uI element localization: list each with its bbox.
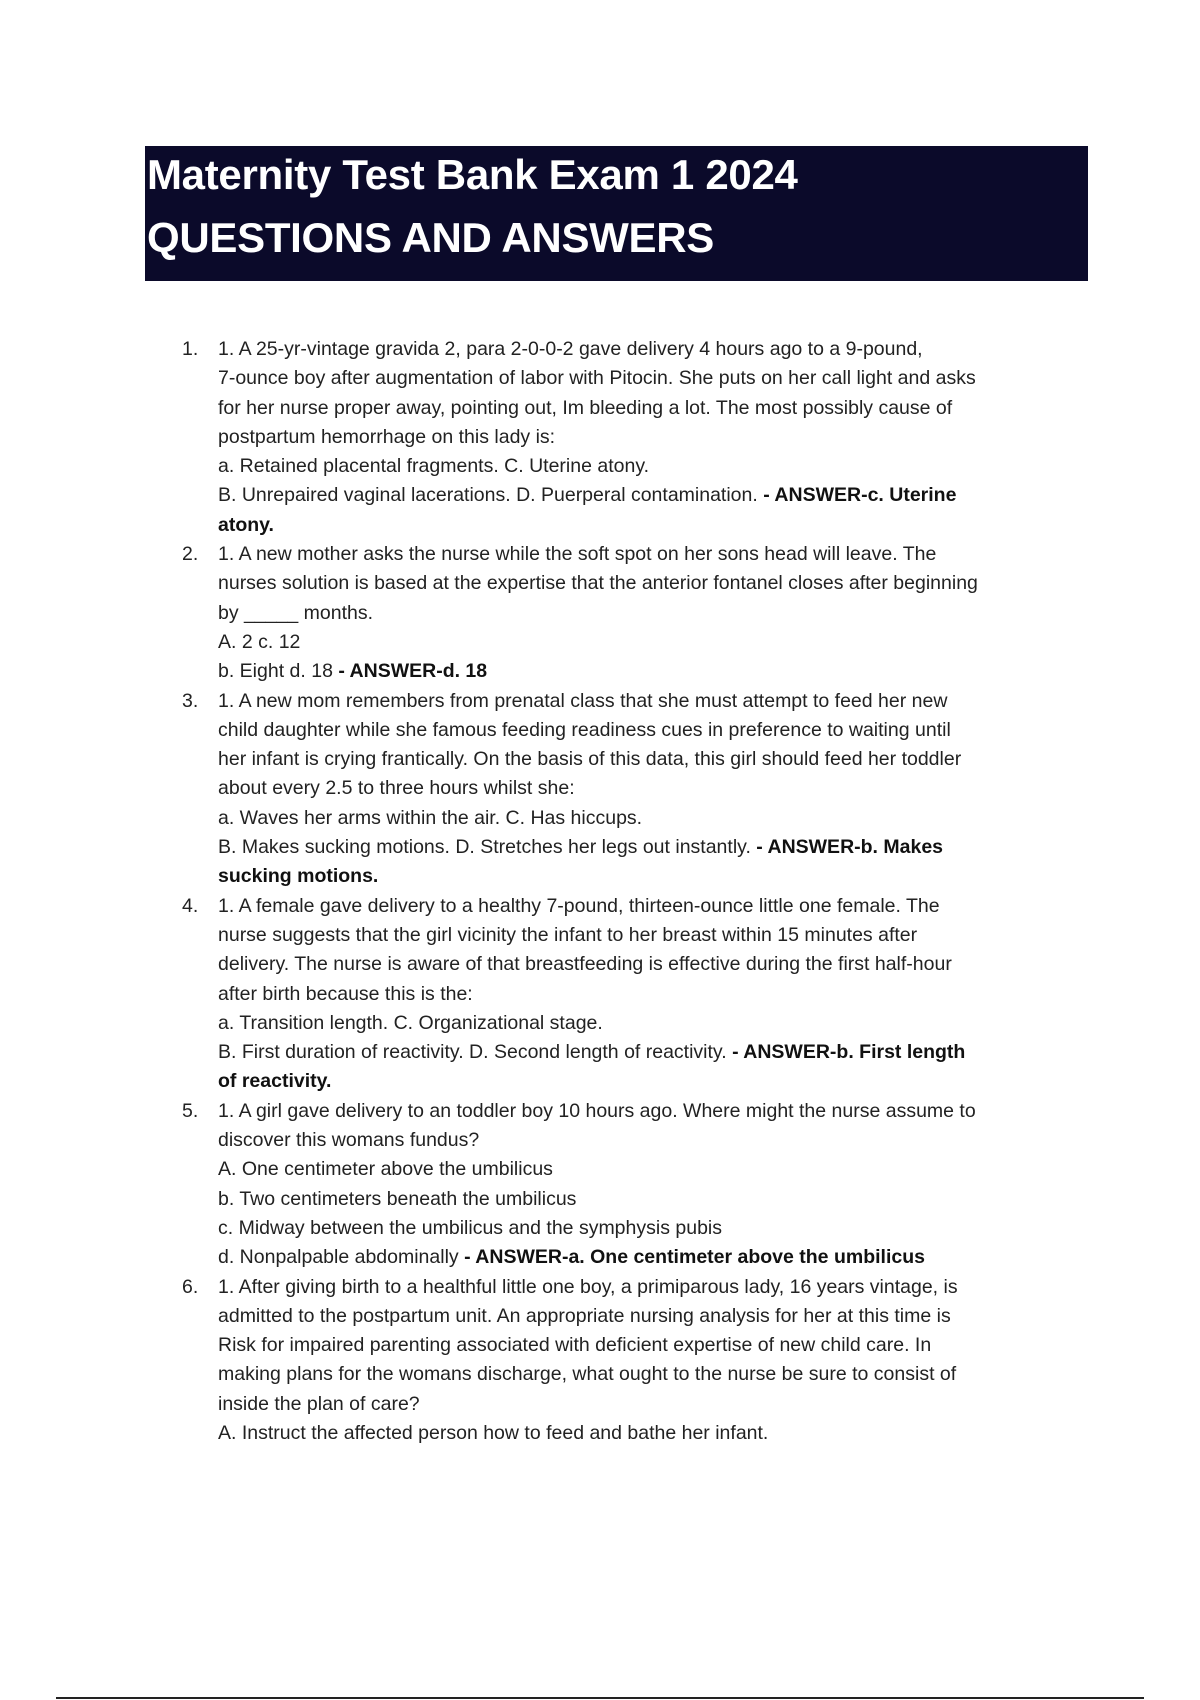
question-text: 1. A new mom remembers from prenatal class that she must attempt to feed her new (218, 689, 948, 712)
question-line (218, 1331, 1090, 1360)
question-number: 2. (182, 543, 199, 566)
question-text: A. Instruct the affected person how to feed and bathe her infant. (218, 1421, 769, 1444)
question-line (218, 394, 1090, 423)
question-number: 6. (182, 1275, 199, 1298)
question-line (218, 716, 1090, 745)
question-item (170, 540, 1090, 686)
question-text: by _____ months. (218, 601, 374, 624)
question-list (170, 335, 1090, 1448)
answer-text: sucking motions. (218, 865, 379, 888)
question-line (218, 423, 1090, 452)
question-text: her infant is crying frantically. On the basis of this data, this girl should feed her toddler (218, 748, 962, 771)
question-line (218, 1302, 1090, 1331)
question-text: after birth because this is the: (218, 982, 473, 1005)
question-text: child daughter while she famous feeding readiness cues in preference to waiting until (218, 718, 951, 741)
question-line (218, 1126, 1090, 1155)
answer-text: - ANSWER-b. Makes (756, 836, 944, 859)
question-text: 1. A girl gave delivery to an toddler boy 10 hours ago. Where might the nurse assume to (218, 1099, 976, 1122)
question-line (218, 1243, 1090, 1272)
question-line (218, 1009, 1090, 1038)
bottom-divider (56, 1697, 1144, 1699)
question-text: b. Eight d. 18 (218, 660, 339, 683)
question-line (218, 335, 1090, 364)
title-banner (145, 146, 1088, 281)
question-line (218, 540, 1090, 569)
question-text: nurses solution is based at the expertise that the anterior fontanel closes after beginning (218, 572, 978, 595)
question-text: 1. A 25-yr-vintage gravida 2, para 2-0-0-2 gave delivery 4 hours ago to a 9-pound, (218, 338, 923, 360)
question-text: a. Waves her arms within the air. C. Has hiccups. (218, 806, 643, 829)
answer-text: - ANSWER-b. First length (732, 1041, 966, 1064)
question-item (170, 892, 1090, 1097)
question-line (218, 892, 1090, 921)
question-line (218, 569, 1090, 598)
question-text: postpartum hemorrhage on this lady is: (218, 425, 556, 448)
question-line (218, 1390, 1090, 1419)
question-line (218, 1419, 1090, 1448)
question-text: A. 2 c. 12 (218, 630, 301, 653)
question-text: d. Nonpalpable abdominally (218, 1246, 465, 1269)
document-title: Maternity Test Bank Exam 1 2024 (147, 151, 798, 198)
question-text: a. Transition length. C. Organizational stage. (218, 1011, 603, 1034)
question-text: about every 2.5 to three hours whilst she: (218, 777, 575, 800)
question-text: 1. After giving birth to a healthful little one boy, a primiparous lady, 16 years vintage, is (218, 1275, 958, 1298)
question-text: a. Retained placental fragments. C. Uterine atony. (218, 455, 650, 478)
question-text: admitted to the postpartum unit. An appropriate nursing analysis for her at this time is (218, 1304, 951, 1327)
question-number: 4. (182, 894, 199, 917)
question-line (218, 804, 1090, 833)
question-line (218, 1155, 1090, 1184)
question-text: 1. A new mother asks the nurse while the soft spot on her sons head will leave. The (218, 543, 937, 566)
question-line (218, 950, 1090, 979)
question-text: 1. A female gave delivery to a healthy 7-pound, thirteen-ounce little one female. The (218, 894, 940, 917)
question-line (218, 1097, 1090, 1126)
answer-text: of reactivity. (218, 1070, 332, 1093)
question-line (218, 1273, 1090, 1302)
question-line (218, 980, 1090, 1009)
question-line (218, 481, 1090, 510)
question-number: 5. (182, 1099, 199, 1122)
answer-text: - ANSWER-a. One centimeter above the umbilicus (464, 1246, 925, 1269)
answer-text: atony. (218, 513, 274, 536)
question-line (218, 921, 1090, 950)
question-line (218, 687, 1090, 716)
question-text: inside the plan of care? (218, 1392, 420, 1415)
question-line (218, 1185, 1090, 1214)
question-text: making plans for the womans discharge, what ought to the nurse be sure to consist of (218, 1363, 957, 1386)
question-line (218, 833, 1090, 862)
question-text: B. First duration of reactivity. D. Second length of reactivity. (218, 1041, 733, 1064)
question-line (218, 1360, 1090, 1389)
question-text: B. Unrepaired vaginal lacerations. D. Puerperal contamination. (218, 484, 764, 507)
question-line (218, 1214, 1090, 1243)
question-item (170, 1273, 1090, 1449)
question-text: nurse suggests that the girl vicinity the infant to her breast within 15 minutes after (218, 923, 918, 946)
question-line (218, 657, 1090, 686)
question-text: A. One centimeter above the umbilicus (218, 1158, 553, 1181)
question-text: 7-ounce boy after augmentation of labor with Pitocin. She puts on her call light and asks (218, 367, 976, 390)
question-line (218, 364, 1090, 393)
answer-text: - ANSWER-c. Uterine (763, 484, 957, 507)
question-text: delivery. The nurse is aware of that breastfeeding is effective during the first half-hour (218, 953, 952, 976)
question-number: 3. (182, 689, 199, 712)
answer-text: - ANSWER-d. 18 (338, 660, 488, 683)
question-item (170, 335, 1090, 540)
question-number: 1. (182, 338, 199, 360)
question-item (170, 1097, 1090, 1273)
document-subtitle: QUESTIONS AND ANSWERS (147, 214, 714, 261)
question-line (218, 1038, 1090, 1067)
question-text: for her nurse proper away, pointing out, Im bleeding a lot. The most possibly cause of (218, 396, 953, 419)
question-line (218, 599, 1090, 628)
question-line (218, 774, 1090, 803)
question-text: c. Midway between the umbilicus and the symphysis pubis (218, 1216, 722, 1239)
question-item (170, 687, 1090, 892)
question-text: b. Two centimeters beneath the umbilicus (218, 1187, 577, 1210)
question-line (218, 745, 1090, 774)
question-line (218, 628, 1090, 657)
question-text: Risk for impaired parenting associated with deficient expertise of new child care. In (218, 1334, 932, 1357)
question-text: discover this womans fundus? (218, 1129, 480, 1152)
question-text: B. Makes sucking motions. D. Stretches her legs out instantly. (218, 836, 757, 859)
question-line (218, 452, 1090, 481)
